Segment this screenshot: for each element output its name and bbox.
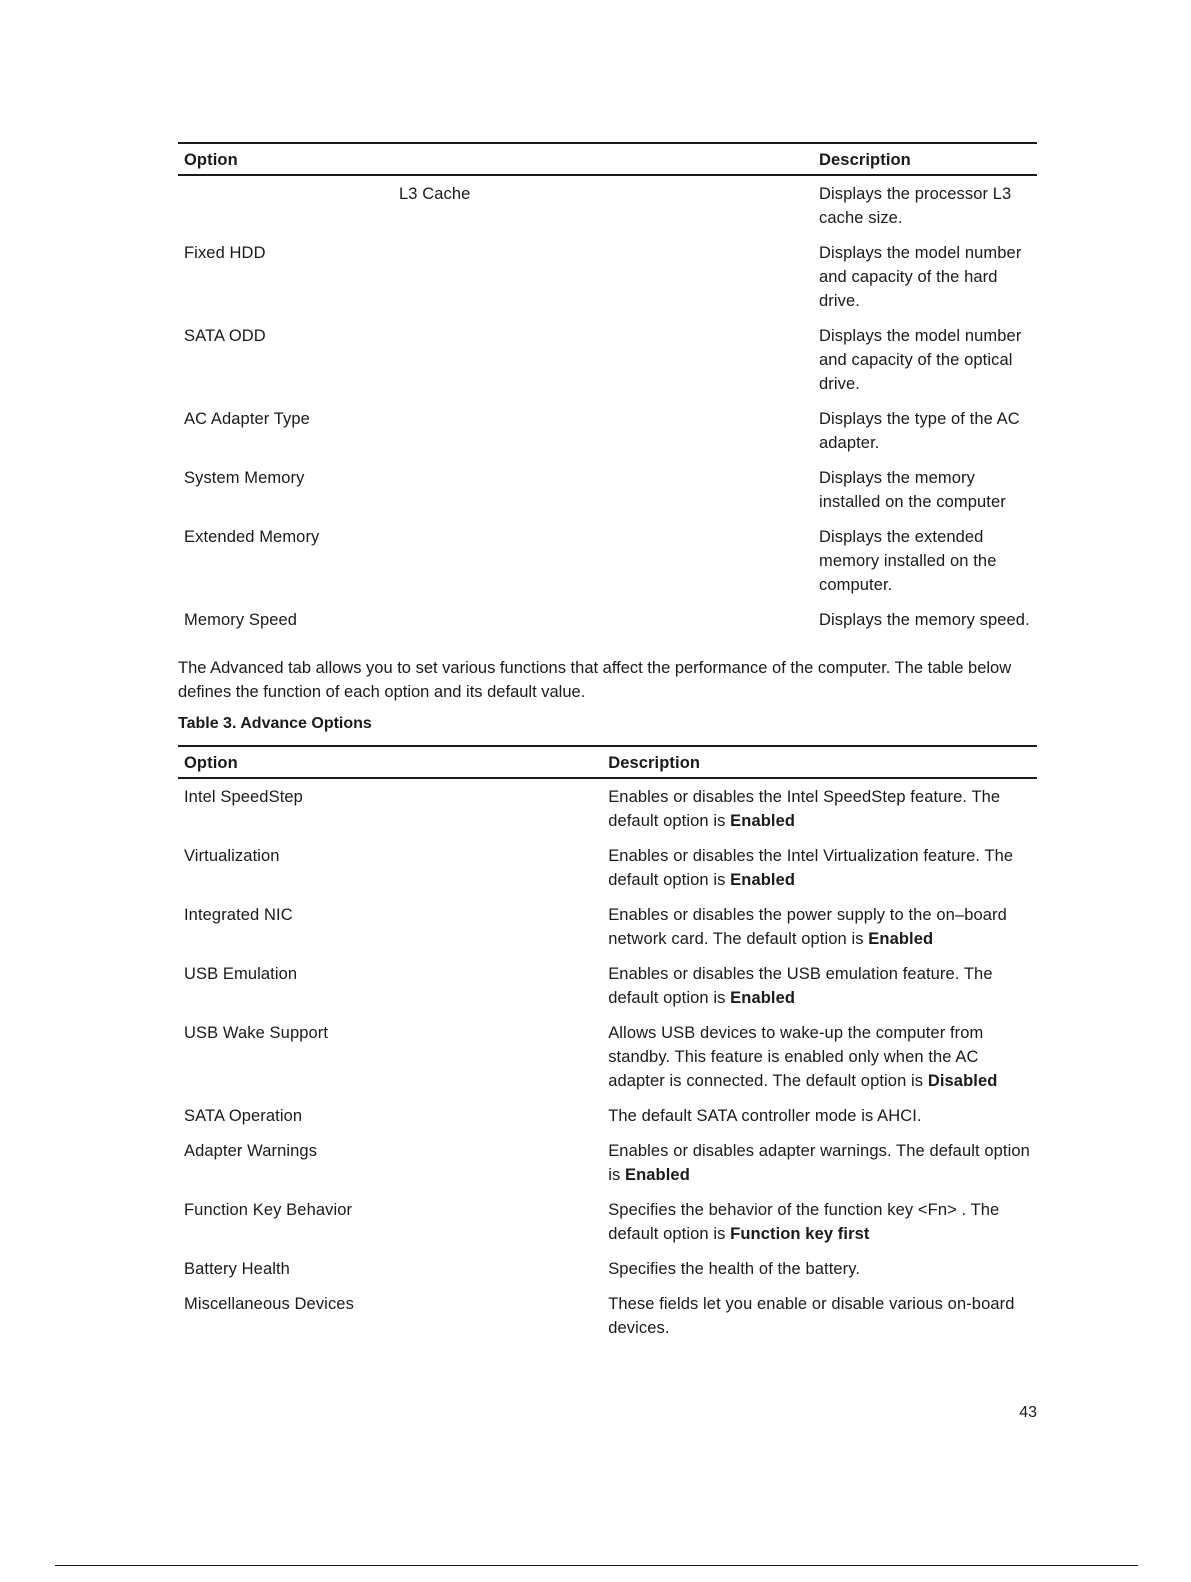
table-row xyxy=(178,1133,1037,1192)
option-cell: AC Adapter Type xyxy=(184,410,310,428)
description-cell: Displays the extended memory installed on the computer. xyxy=(819,528,997,594)
default-value: Enabled xyxy=(625,1166,690,1184)
description-cell xyxy=(602,1192,1037,1251)
description-cell xyxy=(602,1133,1037,1192)
description-cell: Displays the processor L3 cache size. xyxy=(819,185,1012,227)
table-row xyxy=(178,235,1037,318)
advance-options-table-wrapper xyxy=(178,745,1037,1345)
description-text: Allows USB devices to wake-up the computer from standby. This feature is enabled only when the AC adapter is connected. The default option is xyxy=(608,1024,984,1090)
description-column-header: Description xyxy=(602,746,1037,778)
table-header-row xyxy=(178,746,1037,778)
description-cell xyxy=(602,956,1037,1015)
table-row xyxy=(178,778,1037,838)
table-caption: Table 3. Advance Options xyxy=(178,715,372,732)
description-column-header: Description xyxy=(813,143,1037,175)
table-row xyxy=(178,460,1037,519)
option-cell: USB Wake Support xyxy=(184,1024,329,1042)
description-cell: These fields let you enable or disable various on-board devices. xyxy=(608,1295,1015,1337)
description-cell xyxy=(602,897,1037,956)
option-cell: USB Emulation xyxy=(184,965,298,983)
option-cell: Fixed HDD xyxy=(184,244,266,262)
description-text: Enables or disables the USB emulation feature. The default option is xyxy=(608,965,993,1007)
description-cell xyxy=(602,1015,1037,1098)
system-info-table xyxy=(178,142,1037,637)
description-cell: The default SATA controller mode is AHCI. xyxy=(608,1107,922,1125)
option-column-header: Option xyxy=(178,143,813,175)
option-column-header: Option xyxy=(178,746,602,778)
description-cell: Displays the model number and capacity of the optical drive. xyxy=(819,327,1022,393)
table-row xyxy=(178,401,1037,460)
description-text: Enables or disables the Intel Virtualization feature. The default option is xyxy=(608,847,1014,889)
option-cell: Memory Speed xyxy=(184,611,298,629)
table-row xyxy=(178,1286,1037,1345)
description-text: Enables or disables the Intel SpeedStep feature. The default option is xyxy=(608,788,1001,830)
description-cell: Displays the type of the AC adapter. xyxy=(819,410,1020,452)
page-number: 43 xyxy=(1019,1404,1037,1421)
option-cell: System Memory xyxy=(184,469,305,487)
advance-options-table xyxy=(178,745,1037,1345)
table-row xyxy=(178,956,1037,1015)
default-value: Enabled xyxy=(730,812,796,830)
system-info-table-wrapper xyxy=(178,142,1037,637)
table-row xyxy=(178,175,1037,235)
table-row xyxy=(178,1015,1037,1098)
table-row xyxy=(178,519,1037,602)
table-row xyxy=(178,602,1037,637)
option-cell: Adapter Warnings xyxy=(184,1142,318,1160)
description-cell xyxy=(602,838,1037,897)
description-cell xyxy=(602,778,1037,838)
option-cell: Extended Memory xyxy=(184,528,320,546)
default-value: Enabled xyxy=(868,930,934,948)
table-row xyxy=(178,897,1037,956)
table-row xyxy=(178,1251,1037,1286)
table-row xyxy=(178,838,1037,897)
table-row xyxy=(178,1192,1037,1251)
option-cell: SATA ODD xyxy=(184,327,266,345)
default-value: Enabled xyxy=(730,989,796,1007)
option-cell: Battery Health xyxy=(184,1260,290,1278)
option-cell: Function Key Behavior xyxy=(184,1201,353,1219)
footer-divider xyxy=(55,1565,1138,1566)
option-cell: Miscellaneous Devices xyxy=(184,1295,354,1313)
default-value: Function key first xyxy=(730,1225,870,1243)
table-header-row xyxy=(178,143,1037,175)
option-cell: Integrated NIC xyxy=(184,906,293,924)
description-text: Enables or disables the power supply to the on–board network card. The default option is xyxy=(608,906,1007,948)
option-cell: SATA Operation xyxy=(184,1107,303,1125)
description-cell: Displays the memory speed. xyxy=(819,611,1030,629)
advanced-tab-intro-paragraph: The Advanced tab allows you to set various functions that affect the performance of the computer. The table below defines the function of each option and its default value. xyxy=(178,659,1012,701)
table-row xyxy=(178,1098,1037,1133)
description-text: Specifies the behavior of the function key <Fn> . The default option is xyxy=(608,1201,1000,1243)
description-text: Enables or disables adapter warnings. The default option is xyxy=(608,1142,1030,1184)
option-cell: Intel SpeedStep xyxy=(184,788,303,806)
default-value: Enabled xyxy=(730,871,796,889)
option-cell: Virtualization xyxy=(184,847,280,865)
option-cell: L3 Cache xyxy=(399,185,471,203)
description-cell: Displays the memory installed on the computer xyxy=(819,469,1006,511)
description-cell: Displays the model number and capacity of the hard drive. xyxy=(819,244,1022,310)
default-value: Disabled xyxy=(927,1072,998,1090)
description-cell: Specifies the health of the battery. xyxy=(608,1260,861,1278)
table-row xyxy=(178,318,1037,401)
